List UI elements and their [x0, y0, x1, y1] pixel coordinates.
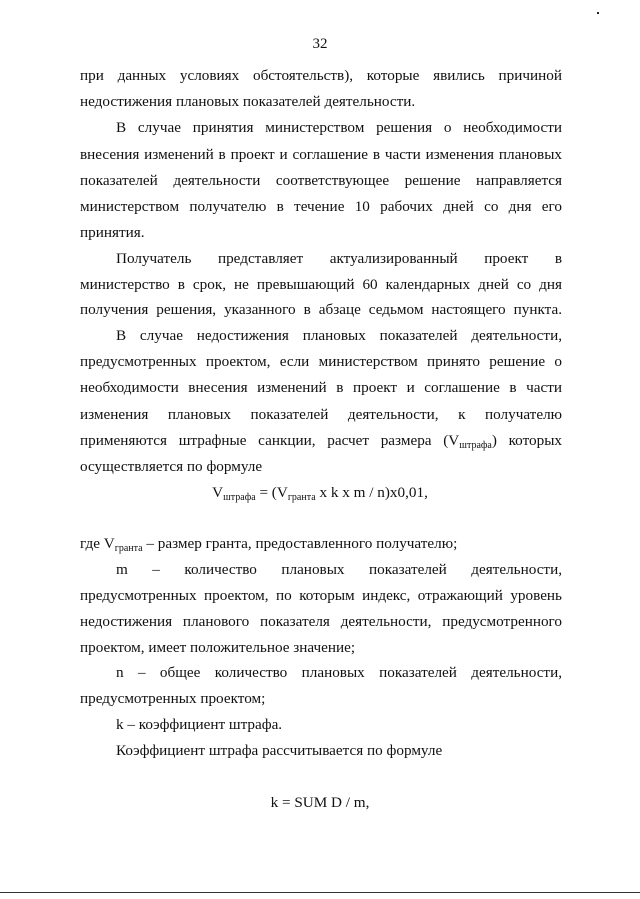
definition-n-line: n – общее количество плановых показателей деятельности, [116, 664, 562, 681]
formula-coefficient: k = SUM D / m, [270, 794, 370, 811]
formula-penalty [0, 483, 640, 503]
formula-sub-grant: гранта [287, 492, 316, 503]
formula-rest: x k x m / n)x0,01, [315, 484, 428, 501]
paragraph-line: В случае принятия министерством решения о необходимости [116, 119, 562, 136]
paragraph-line: принятия. [80, 224, 145, 241]
penalty-line-before: применяются штрафные санкции, расчет размера (V [80, 432, 460, 449]
where-before: где V [80, 535, 115, 552]
paragraph-line: В случае недостижения плановых показателей деятельности, [116, 327, 562, 344]
formula-v: V [212, 484, 224, 501]
definition-m-line: предусмотренных проектом, по которым индекс, отражающий уровень [80, 587, 562, 604]
where-after: – размер гранта, предоставленного получателю; [142, 535, 458, 552]
paragraph-line: внесения изменений в проект и соглашение в части изменения плановых [80, 146, 562, 163]
bottom-border-line [0, 892, 640, 893]
definition-m-line: недостижения планового показателя деятельности, предусмотренного [80, 613, 562, 630]
definition-m-line: проектом, имеет положительное значение; [80, 639, 356, 656]
scan-speck [597, 12, 599, 14]
formula-mid: = (V [255, 484, 288, 501]
paragraph-line: предусмотренных проектом, если министерством принято решение о [80, 353, 562, 370]
penalty-line [80, 431, 562, 451]
formula-intro: осуществляется по формуле [80, 458, 263, 475]
penalty-line-sub: штрафа [459, 440, 492, 451]
paragraph-line: при данных условиях обстоятельств), которые явились причиной [80, 67, 562, 84]
paragraph-line: Получатель представляет актуализированный проект в [116, 250, 562, 267]
paragraph-line: министерством получателю в течение 10 рабочих дней со дня его [80, 198, 562, 215]
paragraph-line: недостижения плановых показателей деятельности. [80, 93, 416, 110]
definition-m-line: m – количество плановых показателей деятельности, [116, 561, 562, 578]
page-number: 32 [312, 36, 328, 52]
definition-k-line: k – коэффициент штрафа. [116, 716, 283, 733]
where-line [80, 534, 562, 554]
formula-sub-penalty: штрафа [223, 492, 256, 503]
definition-n-line: предусмотренных проектом; [80, 690, 266, 707]
paragraph-line: получения решения, указанного в абзаце седьмом настоящего пункта. [80, 301, 562, 318]
paragraph-line: министерство в срок, не превышающий 60 календарных дней со дня [80, 276, 562, 293]
coefficient-line: Коэффициент штрафа рассчитывается по формуле [116, 742, 443, 759]
paragraph-line: изменения плановых показателей деятельности, к получателю [80, 406, 562, 423]
where-sub: гранта [114, 543, 143, 554]
penalty-line-after: ) которых [491, 432, 562, 449]
paragraph-line: необходимости внесения изменений в проект и соглашение в части [80, 379, 562, 396]
paragraph-line: показателей деятельности соответствующее решение направляется [80, 172, 562, 189]
